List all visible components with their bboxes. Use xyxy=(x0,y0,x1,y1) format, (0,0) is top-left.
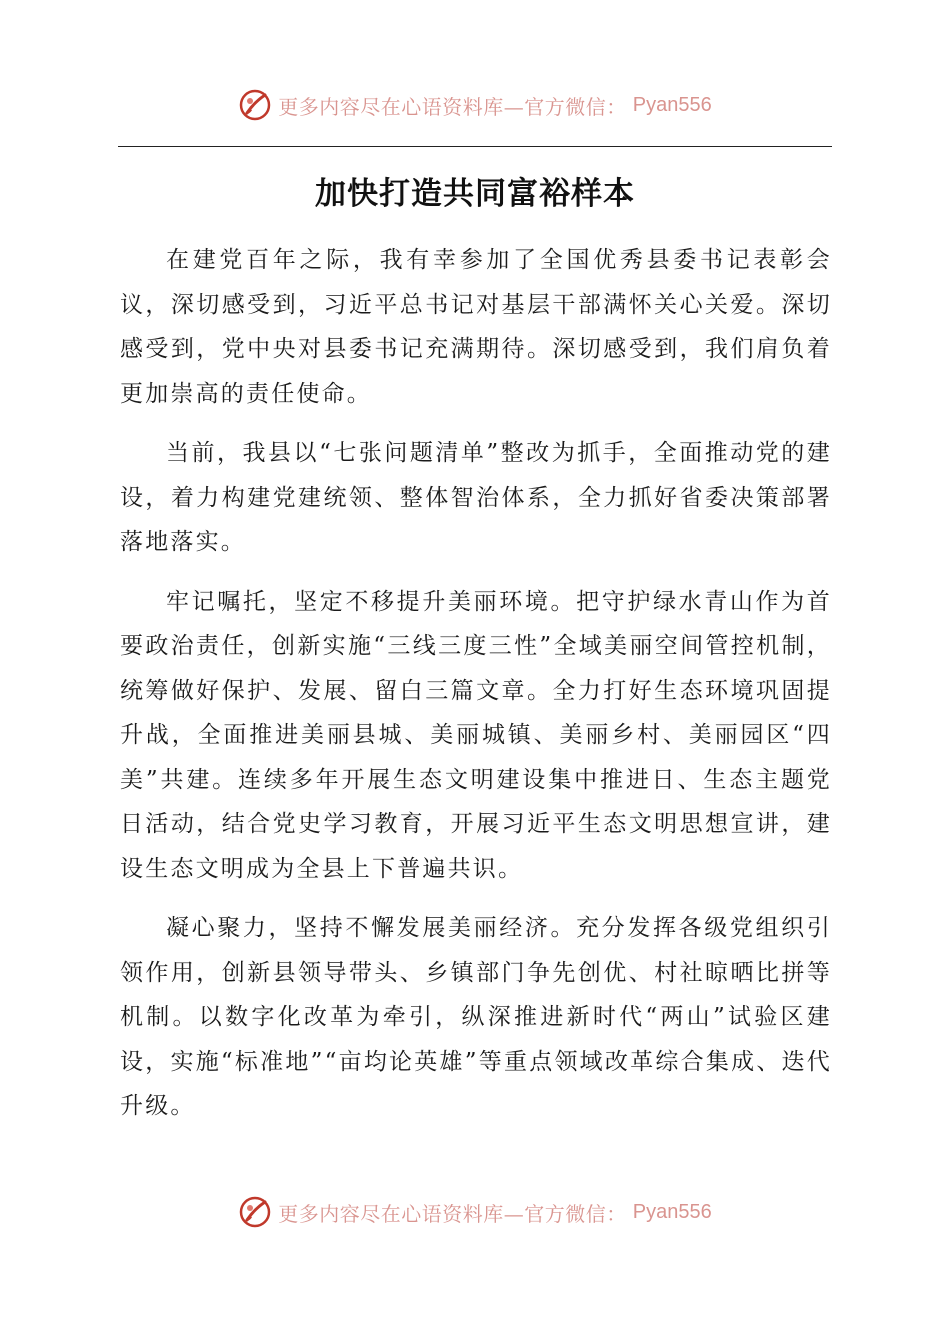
watermark-wechat-id: Pyan556 xyxy=(632,1200,712,1223)
document-body xyxy=(120,238,832,1144)
paragraph-1: 在建党百年之际，我有幸参加了全国优秀县委书记表彰会议，深切感受到，习近平总书记对基层干部满怀关心关爱。深切感受到，党中央对县委书记充满期待。深切感受到，我们肩负着更加崇高的责任使命。 xyxy=(120,247,832,407)
paragraph-4: 凝心聚力，坚持不懈发展美丽经济。充分发挥各级党组织引领作用，创新县领导带头、乡镇部门争先创优、村社晾晒比拼等机制。以数字化改革为牵引，纵深推进新时代“两山”试验区建设，实施“标准地”“亩均论英雄”等重点领域改革综合集成、迭代升级。 xyxy=(120,915,832,1119)
document-title: 加快打造共同富裕样本 xyxy=(315,176,635,212)
brush-logo-icon xyxy=(238,1195,272,1229)
header-divider xyxy=(118,146,832,147)
header-watermark xyxy=(0,88,950,122)
paragraph-3: 牢记嘱托，坚定不移提升美丽环境。把守护绿水青山作为首要政治责任，创新实施“三线三度三性”全域美丽空间管控机制，统筹做好保护、发展、留白三篇文章。全力打好生态环境巩固提升战，全面推进美丽县城、美丽城镇、美丽乡村、美丽园区“四美”共建。连续多年开展生态文明建设集中推进日、生态主题党日活动，结合党史学习教育，开展习近平生态文明思想宣讲，建设生态文明成为全县上下普遍共识。 xyxy=(120,588,832,882)
watermark-text: 更多内容尽在心语资料库—官方微信： xyxy=(278,1201,627,1226)
watermark-wechat-id: Pyan556 xyxy=(632,93,712,116)
watermark-text: 更多内容尽在心语资料库—官方微信： xyxy=(278,94,627,119)
paragraph-2: 当前，我县以“七张问题清单”整改为抓手，全面推动党的建设，着力构建党建统领、整体智治体系，全力抓好省委决策部署落地落实。 xyxy=(120,440,832,555)
brush-logo-icon xyxy=(238,88,272,122)
footer-watermark xyxy=(0,1195,950,1229)
